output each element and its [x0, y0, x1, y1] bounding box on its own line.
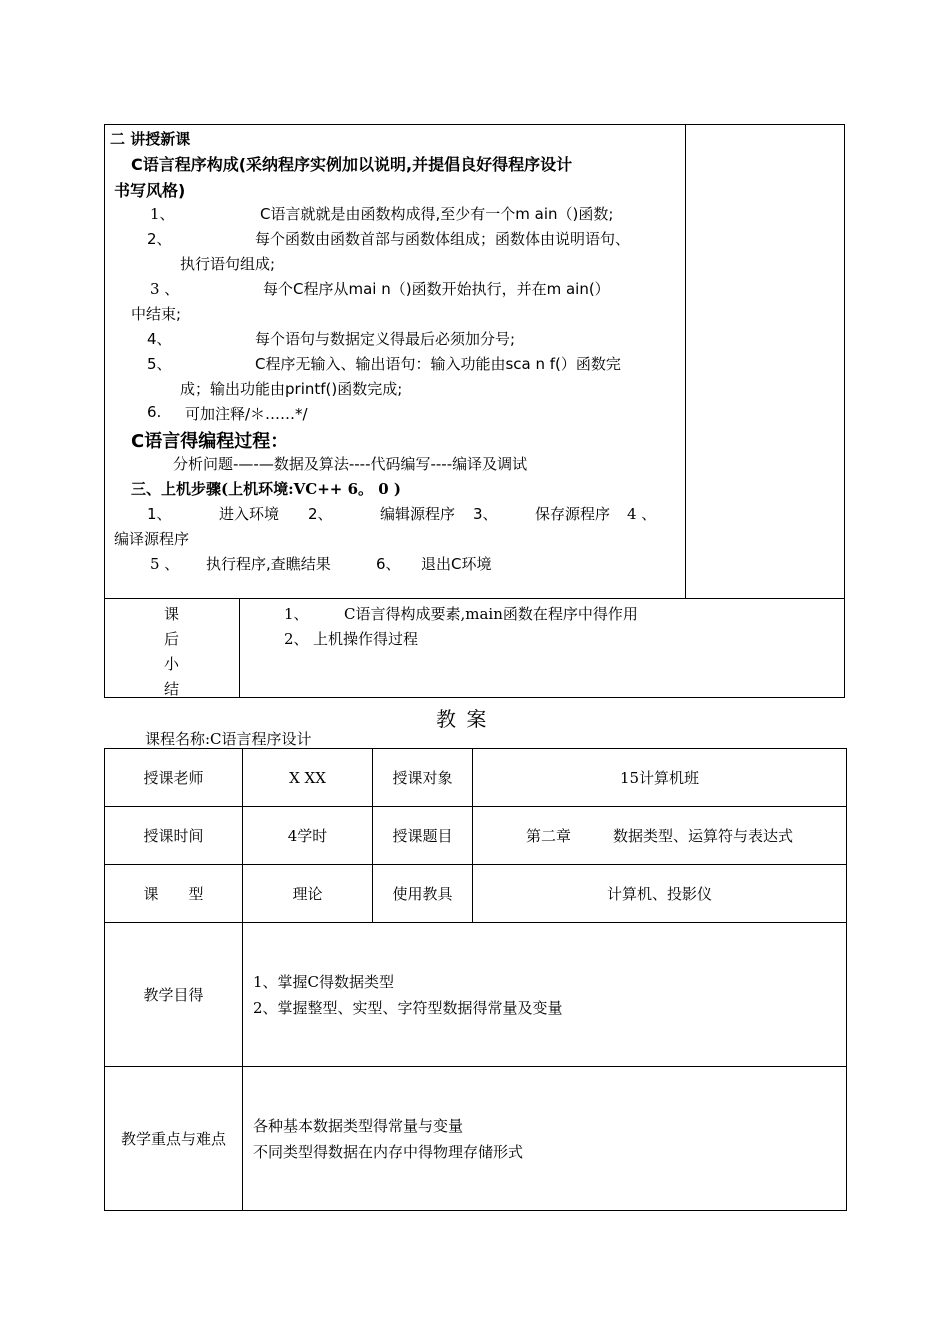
goals-cell — [243, 923, 847, 1067]
type-value: 理论 — [243, 865, 373, 923]
time-label: 授课时间 — [105, 807, 243, 865]
item-number: 5、 — [147, 355, 172, 373]
lab-step-number: 3、 — [473, 505, 498, 523]
topic-label: 授课题目 — [373, 807, 473, 865]
focus-item: 各种基本数据类型得常量与变量 — [253, 1116, 464, 1135]
teacher-value: X XX — [243, 749, 373, 807]
item-number: 6. — [147, 403, 162, 421]
summary-item-text: C语言得构成要素,main函数在程序中得作用 — [344, 605, 638, 623]
time-value: 4学时 — [243, 807, 373, 865]
table-row — [105, 923, 847, 1067]
item-number: 4、 — [147, 330, 172, 348]
table-row — [105, 865, 847, 923]
summary-divider — [104, 598, 845, 599]
summary-item-number: 1、 — [284, 605, 309, 623]
item-number: 1、 — [150, 205, 175, 223]
topic-cell — [473, 807, 847, 865]
item-text: C程序无输入、输出语句：输入功能由sca n f(）函数完 — [255, 355, 621, 373]
item-text: 每个函数由函数首部与函数体组成；函数体由说明语句、 — [255, 230, 631, 248]
compile-process-heading: C语言得编程过程： — [131, 431, 289, 452]
summary-item-text: 上机操作得过程 — [313, 630, 419, 648]
goals-label: 教学目得 — [105, 923, 243, 1067]
summary-label-char: 结 — [164, 680, 180, 698]
table-row — [105, 1067, 847, 1211]
goal-item: 1、掌握C得数据类型 — [253, 972, 395, 991]
lesson-plan-table — [104, 748, 847, 1211]
table-row — [105, 807, 847, 865]
topic-chapter: 第二章 — [525, 827, 571, 845]
summary-label-char: 后 — [164, 630, 180, 648]
lab-step-number: 2、 — [308, 505, 333, 523]
item-number: 2、 — [147, 230, 172, 248]
focus-cell — [243, 1067, 847, 1211]
lab-step-text: 保存源程序 — [535, 505, 611, 523]
course-name: 课程名称:C语言程序设计 — [145, 730, 312, 748]
item-text-cont: 执行语句组成; — [180, 255, 276, 273]
program-structure-title: C语言程序构成(采纳程序实例加以说明,并提倡良好得程序设计 — [131, 155, 573, 174]
type-label: 课 型 — [105, 865, 243, 923]
table-row — [105, 749, 847, 807]
summary-item-number: 2、 — [284, 630, 309, 648]
lab-step-number: 5 、 — [150, 555, 180, 573]
section-heading-new-lesson: 二 讲授新课 — [110, 130, 191, 148]
lab-step-text: 执行程序,查瞧结果 — [206, 555, 331, 573]
program-structure-title-cont: 书写风格) — [114, 181, 186, 200]
lab-step-number: 1、 — [147, 505, 172, 523]
goal-item: 2、掌握整型、实型、字符型数据得常量及变量 — [253, 998, 563, 1017]
item-text: 可加注释/＊……*/ — [185, 405, 308, 423]
item-text: C语言就就是由函数构成得,至少有一个m ain（)函数; — [260, 205, 614, 223]
lab-step-text: 编译源程序 — [114, 530, 190, 548]
target-label: 授课对象 — [373, 749, 473, 807]
item-text: 每个语句与数据定义得最后必须加分号; — [255, 330, 516, 348]
tools-value: 计算机、投影仪 — [473, 865, 847, 923]
lab-step-text: 退出C环境 — [421, 555, 492, 573]
summary-label-divider — [239, 598, 240, 698]
lab-steps-heading: 三、上机步骤(上机环境:VC++ 6。 0 ) — [131, 480, 401, 498]
topic-value: 数据类型、运算符与表达式 — [613, 827, 794, 845]
summary-label-char: 课 — [164, 605, 180, 623]
lecture-box-divider — [685, 124, 686, 599]
lab-step-number: 6、 — [376, 555, 401, 573]
focus-label: 教学重点与难点 — [105, 1067, 243, 1211]
lesson-plan-title: 教 案 — [436, 707, 489, 731]
item-text-cont: 成；输出功能由printf()函数完成; — [180, 380, 403, 398]
lab-step-text: 进入环境 — [219, 505, 280, 523]
target-value: 15计算机班 — [473, 749, 847, 807]
lab-step-number: 4 、 — [627, 505, 657, 523]
teacher-label: 授课老师 — [105, 749, 243, 807]
item-text: 每个C程序从mai n（)函数开始执行，并在m ain(） — [263, 280, 610, 298]
summary-label-char: 小 — [164, 655, 180, 673]
item-text-cont: 中结束; — [131, 305, 182, 323]
compile-process-steps: 分析问题-—-—数据及算法----代码编写----编译及调试 — [173, 455, 528, 473]
item-number: 3 、 — [150, 280, 180, 298]
tools-label: 使用教具 — [373, 865, 473, 923]
focus-item: 不同类型得数据在内存中得物理存储形式 — [253, 1142, 524, 1161]
lab-step-text: 编辑源程序 — [380, 505, 456, 523]
